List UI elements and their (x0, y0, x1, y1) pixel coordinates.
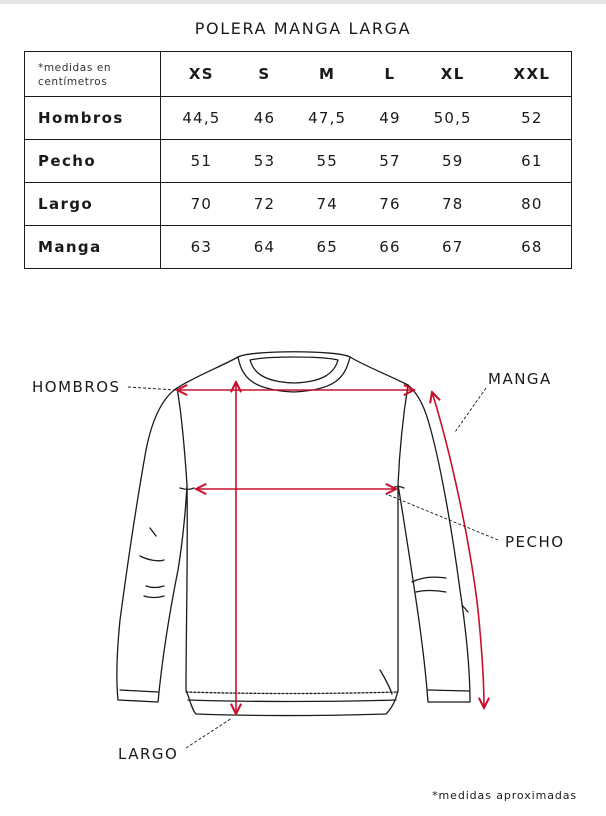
table-cell: 65 (316, 238, 338, 256)
table-cell: 50,5 (413, 97, 493, 140)
size-header-xs: XS (161, 52, 242, 97)
table-cell: 55 (287, 140, 367, 183)
units-note-line: centímetros (38, 76, 108, 88)
table-cell: 44,5 (161, 97, 242, 140)
row-label-hombros: Hombros (25, 97, 161, 140)
table-cell: 64 (253, 238, 276, 256)
table-cell: 67 (441, 238, 464, 256)
manga-measure-line (432, 392, 484, 708)
size-header-m: M (287, 52, 367, 97)
row-label-manga: Manga (25, 226, 161, 269)
manga-leader (455, 388, 486, 432)
table-cell: 51 (161, 140, 242, 183)
row-label-pecho: Pecho (25, 140, 161, 183)
table-cell: 49 (367, 97, 412, 140)
table-cell: 61 (493, 140, 572, 183)
size-header-xl: XL (413, 52, 493, 97)
table-cell: 74 (287, 183, 367, 226)
table-cell: 57 (367, 140, 412, 183)
largo-label: LARGO (118, 745, 179, 763)
table-cell: 47,5 (287, 97, 367, 140)
largo-leader (186, 718, 232, 748)
table-cell: 52 (493, 97, 572, 140)
table-cell: 66 (379, 238, 401, 256)
manga-label: MANGA (488, 370, 552, 388)
pecho-label: PECHO (505, 533, 565, 551)
hombros-label: HOMBROS (32, 378, 121, 396)
table-cell: 72 (242, 183, 287, 226)
table-cell: 78 (413, 183, 493, 226)
table-cell: 68 (521, 238, 543, 256)
table-cell: 59 (413, 140, 493, 183)
measurement-lines (177, 382, 484, 714)
table-cell: 53 (242, 140, 287, 183)
hombros-leader (128, 387, 176, 390)
size-header-s: S (242, 52, 287, 97)
size-header-l: L (367, 52, 412, 97)
sweater-outline (117, 352, 470, 716)
table-cell: 70 (161, 183, 242, 226)
approximate-measures-note: *medidas aproximadas (432, 789, 577, 802)
row-label-largo: Largo (25, 183, 161, 226)
table-cell: 80 (493, 183, 572, 226)
page-title: POLERA MANGA LARGA (194, 19, 412, 38)
table-cell: 63 (190, 238, 213, 256)
size-header-xxl: XXL (493, 52, 572, 97)
table-cell: 46 (242, 97, 287, 140)
table-cell: 76 (367, 183, 412, 226)
units-note-line: *medidas en (38, 62, 112, 74)
